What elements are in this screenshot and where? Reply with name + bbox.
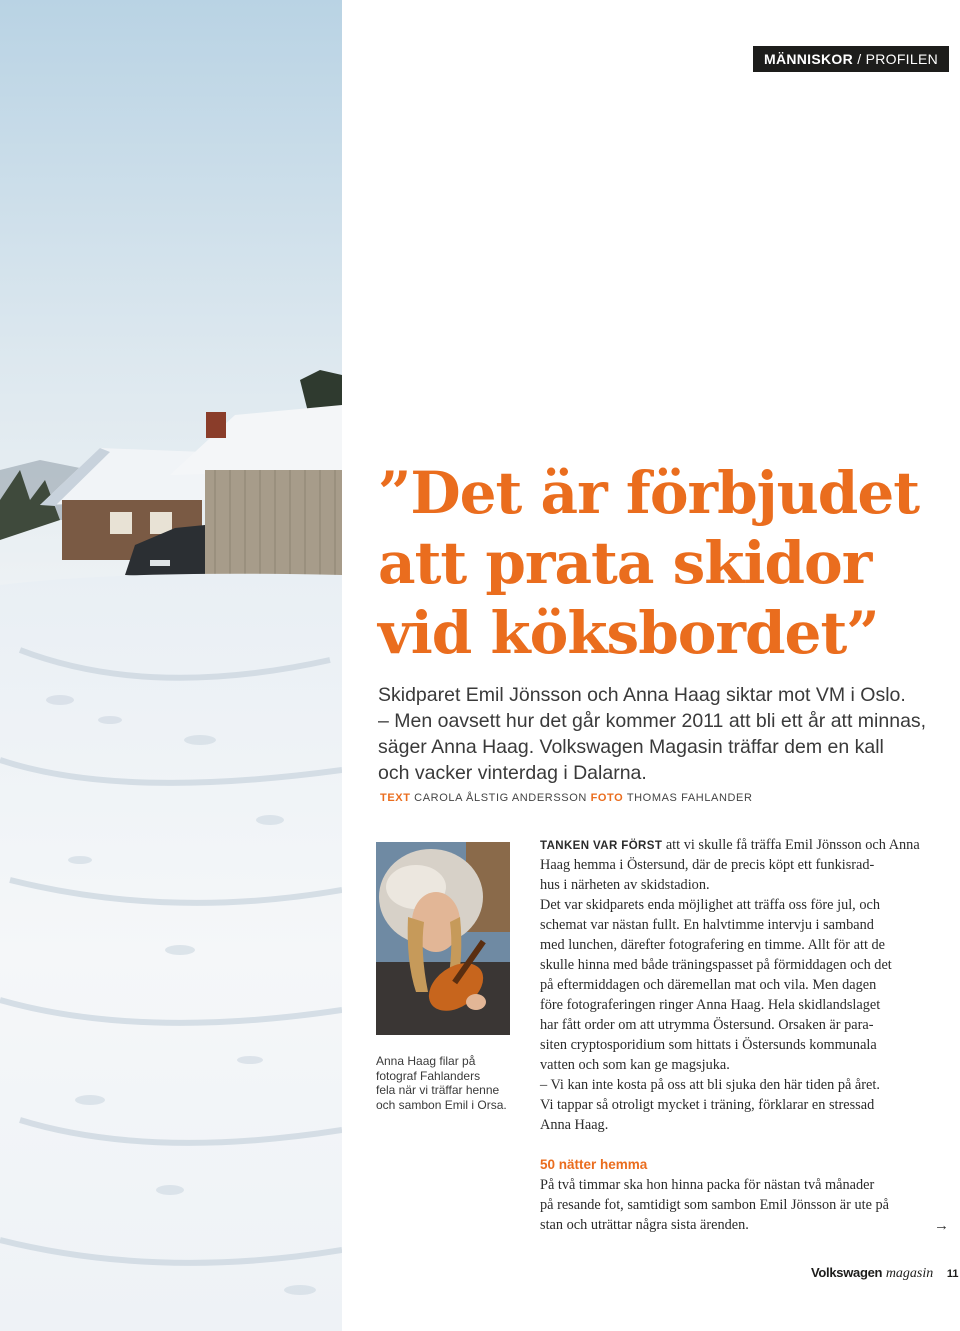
headline-line: att prata skidor [378, 529, 872, 597]
page-footer [811, 1265, 959, 1282]
intro-line: Skidparet Emil Jönsson och Anna Haag siktar mot VM i Oslo. [378, 684, 906, 706]
headline [378, 458, 938, 668]
byline-photo-label: FOTO [590, 792, 624, 804]
body-line: siten cryptosporidium som hittats i Östersunds kommunala [540, 1037, 877, 1053]
byline [380, 792, 753, 804]
caption-line: Anna Haag filar på [376, 1054, 476, 1068]
body-line: skulle hinna med både träningspasset på förmiddagen och det [540, 957, 892, 973]
intro-text [378, 682, 938, 786]
body-line: – Vi kan inte kosta på oss att bli sjuka den här tiden på året. [540, 1077, 880, 1093]
byline-text-name: CAROLA ÅLSTIG ANDERSSON [414, 792, 587, 804]
page-number: 11 [946, 1268, 959, 1280]
violinist-illustration [376, 842, 510, 1035]
intro-line: – Men oavsett hur det går kommer 2011 att bli ett år att minnas, [378, 710, 927, 732]
photo-caption [376, 1054, 521, 1112]
body-line: vatten och som kan ge magsjuka. [540, 1057, 730, 1073]
body-line: Vi tappar så otroligt mycket i träning, förklarar en stressad [540, 1097, 875, 1113]
footer-magazine: magasin [885, 1266, 934, 1281]
intro-line: och vacker vinterdag i Dalarna. [378, 762, 647, 784]
body-line: Anna Haag. [540, 1117, 609, 1133]
body-line [540, 1155, 952, 1175]
body-line: med lunchen, därefter fotografering en timme. Allt för att de [540, 937, 885, 953]
intro-line: säger Anna Haag. Volkswagen Magasin träffar dem en kall [378, 736, 884, 758]
headline-line: ”Det är förbjudet [378, 459, 920, 527]
arrow-right-icon: → [934, 1217, 949, 1234]
body-line: Det var skidparets enda möjlighet att träffa oss före jul, och [540, 897, 880, 913]
body-line: före fotograferingen ringer Anna Haag. Hela skidlandslaget [540, 997, 881, 1013]
body-line: har fått order om att utrymma Östersund. Orsaken är para- [540, 1017, 874, 1033]
body-line: hus i närheten av skidstadion. [540, 877, 710, 893]
footer-brand: Volkswagen [811, 1265, 883, 1280]
body-line: schemat var nästan fullt. En halvtimme intervju i samband [540, 917, 874, 933]
inset-photo [376, 842, 510, 1035]
body-line [540, 835, 952, 855]
body-line: på resande fot, samtidigt som sambon Emil Jönsson är ute på [540, 1197, 890, 1213]
body-spacer [540, 1135, 952, 1155]
body-line: På två timmar ska hon hinna packa för nästan två månader [540, 1177, 875, 1193]
article-body [540, 835, 952, 1235]
byline-photo-name: THOMAS FAHLANDER [626, 792, 753, 804]
byline-text-label: TEXT [380, 792, 411, 804]
body-line: stan och uträttar några sista ärenden. [540, 1217, 749, 1233]
caption-line: fela när vi träffar henne [376, 1083, 500, 1097]
caption-line: och sambon Emil i Orsa. [376, 1097, 507, 1112]
body-line: på eftermiddagen och däremellan mat och vila. Men dagen [540, 977, 877, 993]
cover-photo [0, 0, 342, 1331]
snow-landscape-illustration [0, 0, 342, 1331]
body-line: Haag hemma i Östersund, där de precis köpt ett funkisrad- [540, 857, 875, 873]
body-line-text: att vi skulle få träffa Emil Jönsson och Anna [662, 837, 920, 853]
caption-line: fotograf Fahlanders [376, 1068, 481, 1083]
headline-line: vid köksbordet” [378, 599, 879, 667]
lead-in: TANKEN VAR FÖRST [540, 840, 663, 852]
section-tag-bold: MÄNNISKOR [763, 51, 854, 67]
subhead: 50 nätter hemma [540, 1157, 648, 1172]
section-tag [753, 46, 949, 72]
section-tag-rest: / PROFILEN [853, 51, 938, 67]
